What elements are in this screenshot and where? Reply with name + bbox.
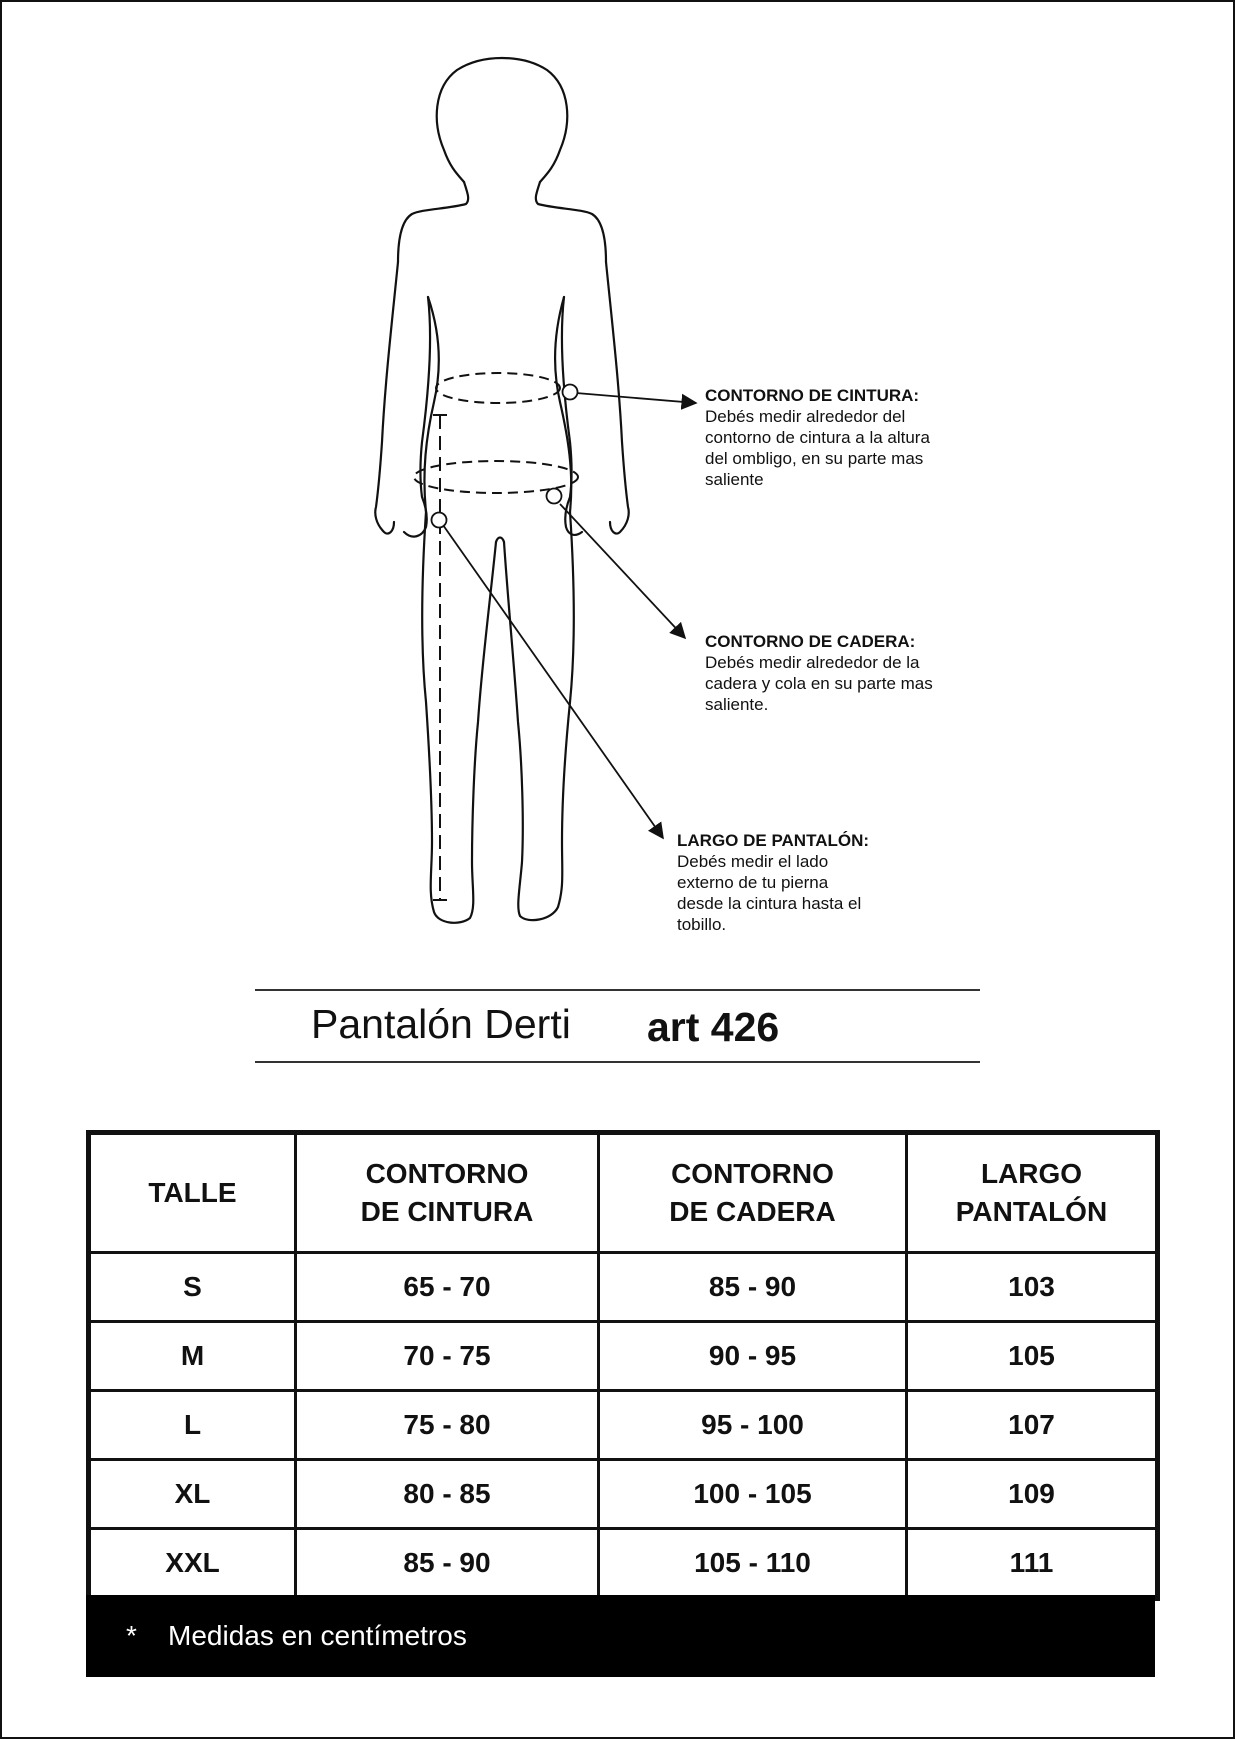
product-title-band: [255, 989, 980, 1063]
cell-hip: 90 - 95: [599, 1322, 907, 1391]
header-length-line2: PANTALÓN: [955, 1196, 1108, 1227]
table-row: [89, 1253, 1158, 1322]
footnote-asterisk: *: [126, 1620, 137, 1651]
header-length-line1: LARGO: [980, 1158, 1083, 1189]
callout-hip-line: saliente.: [705, 695, 769, 714]
cell-waist: 65 - 70: [296, 1253, 599, 1322]
table-row: [89, 1529, 1158, 1599]
cell-size: S: [89, 1253, 296, 1322]
product-name: Pantalón Derti: [311, 1001, 571, 1047]
header-hip: [599, 1133, 907, 1253]
callout-length-line: externo de tu pierna: [677, 873, 829, 892]
callout-hip-line: cadera y cola en su parte mas: [705, 674, 933, 693]
header-waist: [296, 1133, 599, 1253]
cell-hip: 95 - 100: [599, 1391, 907, 1460]
cell-waist: 70 - 75: [296, 1322, 599, 1391]
table-row: [89, 1391, 1158, 1460]
header-length: [907, 1133, 1158, 1253]
callout-waist: [705, 385, 930, 490]
cell-size: M: [89, 1322, 296, 1391]
callout-length-line: Debés medir el lado: [677, 852, 829, 871]
cell-length: 109: [907, 1460, 1158, 1529]
header-size: [89, 1133, 296, 1253]
cell-length: 111: [907, 1529, 1158, 1599]
cell-waist: 75 - 80: [296, 1391, 599, 1460]
cell-size: XL: [89, 1460, 296, 1529]
cell-size: XXL: [89, 1529, 296, 1599]
table-row: [89, 1322, 1158, 1391]
callout-length: [677, 830, 869, 935]
callout-length-line: tobillo.: [677, 915, 727, 934]
cell-waist: 85 - 90: [296, 1529, 599, 1599]
woman-silhouette-icon: [375, 58, 628, 923]
cell-length: 103: [907, 1253, 1158, 1322]
cell-hip: 100 - 105: [599, 1460, 907, 1529]
callout-length-line: desde la cintura hasta el: [677, 894, 862, 913]
waist-measure-ring: [436, 373, 560, 403]
footnote-text: Medidas en centímetros: [168, 1620, 467, 1651]
header-waist-line1: CONTORNO: [365, 1158, 529, 1189]
callout-hip-line: Debés medir alrededor de la: [705, 653, 920, 672]
size-table: [86, 1130, 1160, 1601]
callout-hip: [705, 631, 933, 715]
header-hip-line2: DE CADERA: [669, 1196, 836, 1227]
cell-size: L: [89, 1391, 296, 1460]
footnote-bar: [86, 1595, 1155, 1677]
cell-length: 107: [907, 1391, 1158, 1460]
callout-waist-line: del ombligo, en su parte mas: [705, 449, 924, 468]
cell-hip: 85 - 90: [599, 1253, 907, 1322]
cell-length: 105: [907, 1322, 1158, 1391]
callout-waist-line: contorno de cintura a la altura: [705, 428, 930, 447]
cell-hip: 105 - 110: [599, 1529, 907, 1599]
callout-hip-title: CONTORNO DE CADERA:: [705, 632, 916, 651]
cell-waist: 80 - 85: [296, 1460, 599, 1529]
header-hip-line1: CONTORNO: [671, 1158, 834, 1189]
product-article-number: art 426: [647, 1004, 780, 1050]
table-header-row: [89, 1133, 1158, 1253]
callout-waist-line: saliente: [705, 470, 764, 489]
header-waist-line2: DE CINTURA: [360, 1196, 534, 1227]
body-measurement-figure: [2, 2, 1235, 962]
callout-waist-title: CONTORNO DE CINTURA:: [705, 386, 920, 405]
callout-waist-line: Debés medir alrededor del: [705, 407, 906, 426]
header-size-label: TALLE: [148, 1177, 237, 1208]
callout-length-title: LARGO DE PANTALÓN:: [677, 831, 870, 850]
table-row: [89, 1460, 1158, 1529]
